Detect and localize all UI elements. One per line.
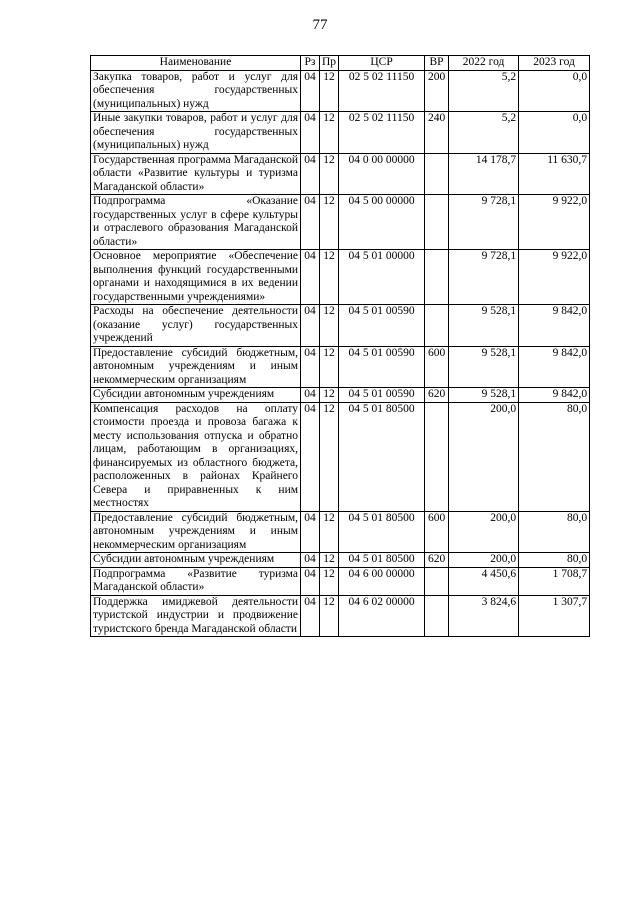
table-row [91, 70, 590, 112]
table-row [91, 567, 590, 595]
row-2022: 9 528,1 [449, 305, 519, 347]
table-row [91, 305, 590, 347]
row-pr: 12 [320, 511, 339, 553]
row-name: Субсидии автономным учреждениям [91, 388, 301, 403]
row-rz: 04 [301, 195, 320, 250]
row-rz: 04 [301, 250, 320, 305]
row-2023: 1 708,7 [519, 567, 590, 595]
row-2022: 200,0 [449, 511, 519, 553]
row-csr: 04 5 01 00000 [339, 250, 425, 305]
row-2022: 5,2 [449, 70, 519, 112]
table-header-row [91, 56, 590, 71]
row-csr: 02 5 02 11150 [339, 112, 425, 154]
budget-table [90, 55, 590, 637]
table-row [91, 112, 590, 154]
row-pr: 12 [320, 70, 339, 112]
table-row [91, 153, 590, 195]
row-csr: 04 6 00 00000 [339, 567, 425, 595]
table-row [91, 595, 590, 637]
table-row [91, 250, 590, 305]
row-vr: 620 [425, 553, 449, 568]
row-name: Субсидии автономным учреждениям [91, 553, 301, 568]
row-rz: 04 [301, 595, 320, 637]
row-name: Предоставление субсидий бюджетным, автономным учреждениям и иным некоммерческим организациям [91, 346, 301, 388]
row-name: Компенсация расходов на оплату стоимости проезда и провоза багажа к месту использования отпуска и обратно лицам, работающим в организациях, финансируемых из областного бюджета, расположенных в районах Крайнего Севера и приравненных к ним местностях [91, 402, 301, 511]
row-rz: 04 [301, 346, 320, 388]
row-pr: 12 [320, 567, 339, 595]
header-pr: Пр [320, 56, 339, 71]
row-rz: 04 [301, 112, 320, 154]
row-csr: 04 6 02 00000 [339, 595, 425, 637]
row-2022: 9 528,1 [449, 388, 519, 403]
table-row [91, 511, 590, 553]
row-csr: 02 5 02 11150 [339, 70, 425, 112]
row-rz: 04 [301, 511, 320, 553]
header-rz: Рз [301, 56, 320, 71]
row-pr: 12 [320, 595, 339, 637]
row-vr [425, 402, 449, 511]
row-2023: 9 922,0 [519, 250, 590, 305]
row-2023: 9 842,0 [519, 346, 590, 388]
row-2022: 3 824,6 [449, 595, 519, 637]
row-name: Подпрограмма «Развитие туризма Магаданской области» [91, 567, 301, 595]
row-pr: 12 [320, 346, 339, 388]
row-pr: 12 [320, 388, 339, 403]
row-name: Подпрограмма «Оказание государственных услуг в сфере культуры и отраслевого образования Магаданской области» [91, 195, 301, 250]
page-number: 77 [312, 17, 328, 33]
row-pr: 12 [320, 553, 339, 568]
table-row [91, 195, 590, 250]
row-name: Иные закупки товаров, работ и услуг для обеспечения государственных (муниципальных) нужд [91, 112, 301, 154]
row-2023: 80,0 [519, 402, 590, 511]
row-rz: 04 [301, 567, 320, 595]
row-csr: 04 5 01 00590 [339, 346, 425, 388]
row-name: Предоставление субсидий бюджетным, автономным учреждениям и иным некоммерческим организациям [91, 511, 301, 553]
row-vr [425, 250, 449, 305]
row-2022: 9 728,1 [449, 195, 519, 250]
row-vr [425, 567, 449, 595]
table-row [91, 388, 590, 403]
row-csr: 04 5 01 80500 [339, 511, 425, 553]
row-name: Расходы на обеспечение деятельности (оказание услуг) государственных учреждений [91, 305, 301, 347]
row-csr: 04 5 01 00590 [339, 305, 425, 347]
row-pr: 12 [320, 250, 339, 305]
row-2023: 11 630,7 [519, 153, 590, 195]
row-rz: 04 [301, 153, 320, 195]
row-2023: 1 307,7 [519, 595, 590, 637]
table-row [91, 346, 590, 388]
row-pr: 12 [320, 195, 339, 250]
row-2022: 200,0 [449, 402, 519, 511]
row-pr: 12 [320, 305, 339, 347]
header-name: Наименование [91, 56, 301, 71]
row-csr: 04 0 00 00000 [339, 153, 425, 195]
row-2023: 9 842,0 [519, 305, 590, 347]
header-2022: 2022 год [449, 56, 519, 71]
row-vr: 240 [425, 112, 449, 154]
row-2023: 9 922,0 [519, 195, 590, 250]
table-row [91, 553, 590, 568]
row-rz: 04 [301, 305, 320, 347]
row-rz: 04 [301, 402, 320, 511]
row-pr: 12 [320, 112, 339, 154]
row-vr: 620 [425, 388, 449, 403]
row-csr: 04 5 01 80500 [339, 402, 425, 511]
header-vr: ВР [425, 56, 449, 71]
row-rz: 04 [301, 70, 320, 112]
row-csr: 04 5 00 00000 [339, 195, 425, 250]
row-2022: 14 178,7 [449, 153, 519, 195]
row-2022: 4 450,6 [449, 567, 519, 595]
row-vr: 600 [425, 346, 449, 388]
row-2022: 200,0 [449, 553, 519, 568]
row-2022: 9 528,1 [449, 346, 519, 388]
row-name: Основное мероприятие «Обеспечение выполнения функций государственными органами и находящимися в их ведении государственными учреждениями» [91, 250, 301, 305]
row-2023: 80,0 [519, 553, 590, 568]
row-vr: 600 [425, 511, 449, 553]
row-rz: 04 [301, 388, 320, 403]
row-pr: 12 [320, 402, 339, 511]
row-vr [425, 305, 449, 347]
row-2022: 5,2 [449, 112, 519, 154]
row-2023: 0,0 [519, 70, 590, 112]
row-vr [425, 195, 449, 250]
header-csr: ЦСР [339, 56, 425, 71]
row-2023: 80,0 [519, 511, 590, 553]
row-vr: 200 [425, 70, 449, 112]
row-csr: 04 5 01 00590 [339, 388, 425, 403]
row-rz: 04 [301, 553, 320, 568]
header-2023: 2023 год [519, 56, 590, 71]
row-vr [425, 595, 449, 637]
row-name: Поддержка имиджевой деятельности туристской индустрии и продвижение туристского бренда Магаданской области [91, 595, 301, 637]
table-row [91, 402, 590, 511]
row-name: Государственная программа Магаданской области «Развитие культуры и туризма Магаданской области» [91, 153, 301, 195]
row-2022: 9 728,1 [449, 250, 519, 305]
row-pr: 12 [320, 153, 339, 195]
row-name: Закупка товаров, работ и услуг для обеспечения государственных (муниципальных) нужд [91, 70, 301, 112]
row-2023: 9 842,0 [519, 388, 590, 403]
row-csr: 04 5 01 80500 [339, 553, 425, 568]
row-2023: 0,0 [519, 112, 590, 154]
row-vr [425, 153, 449, 195]
